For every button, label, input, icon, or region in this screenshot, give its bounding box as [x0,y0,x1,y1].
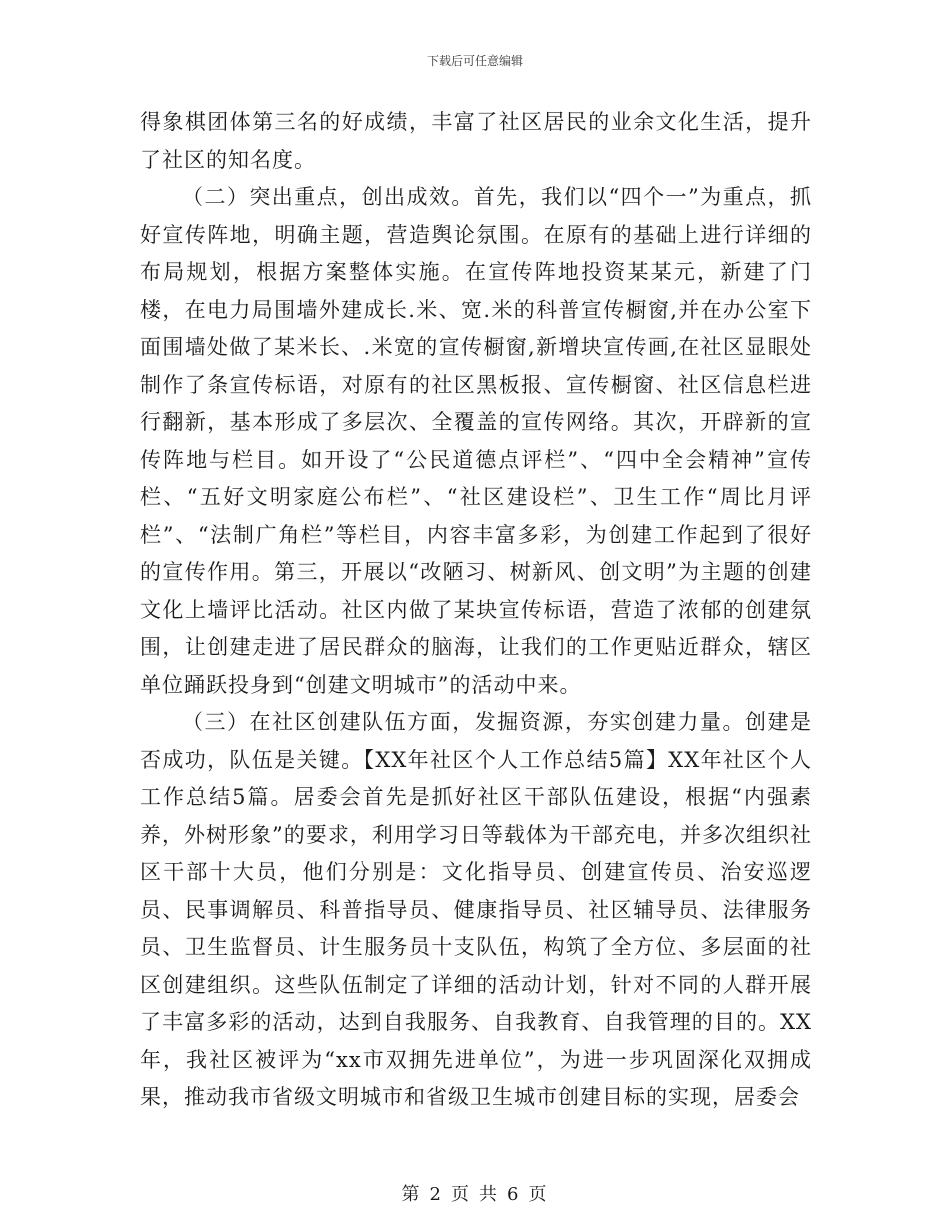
paragraph-continued: 得象棋团体第三名的好成绩，丰富了社区居民的业余文化生活，提升了社区的知名度。 [140,110,812,172]
footer-prefix: 第 [401,1184,422,1205]
paragraph-section-3: （三）在社区创建队伍方面，发掘资源，夯实创建力量。创建是否成功，队伍是关键。【XX年社区个人工作总结5篇】XX年社区个人工作总结5篇。居委会首先是抓好社区干部队伍建设，根据“内强素养，外树形象”的要求，利用学习日等载体为干部充电，并多次组织社区干部十大员，他们分别是：文化指导员、创建宣传员、治安巡逻员、民事调解员、科普指导员、健康指导员、社区辅导员、法律服务员、卫生监督员、计生服务员十支队伍，构筑了全方位、多层面的社区创建组织。这些队伍制定了详细的活动计划，针对不同的人群开展了丰富多彩的活动，达到自我服务、自我教育、自我管理的目的。XX年，我社区被评为“xx市双拥先进单位”，为进一步巩固深化双拥成果，推动我市省级文明城市和省级卫生城市创建目标的实现，居委会 [140,710,812,1109]
footer-total-word: 共 [479,1184,499,1205]
paragraph-section-2: （二）突出重点，创出成效。首先，我们以“四个一”为重点，抓好宣传阵地，明确主题，营造舆论氛围。在原有的基础上进行详细的布局规划，根据方案整体实施。在宣传阵地投资某某元，新建了门楼，在电力局围墙外建成长.米、宽.米的科普宣传橱窗,并在办公室下面围墙处做了某米长、.米宽的宣传橱窗,新增块宣传画,在社区显眼处制作了条宣传标语，对原有的社区黑板报、宣传橱窗、社区信息栏进行翻新，基本形成了多层次、全覆盖的宣传网络。其次，开辟新的宣传阵地与栏目。如开设了“公民道德点评栏”、“四中全会精神”宣传栏、“五好文明家庭公布栏”、“社区建设栏”、卫生工作“周比月评栏”、“法制广角栏”等栏目，内容丰富多彩，为创建工作起到了很好的宣传作用。第三，开展以“改陋习、树新风、创文明”为主题的创建文化上墙评比活动。社区内做了某块宣传标语，营造了浓郁的创建氛围，让创建走进了居民群众的脑海，让我们的工作更贴近群众，辖区单位踊跃投身到“创建文明城市”的活动中来。 [140,185,812,697]
footer-page-word: 页 [451,1184,471,1205]
footer-total-pages: 6 [507,1184,521,1205]
document-body [140,104,812,1117]
footer-current-page: 2 [429,1184,443,1205]
page-header: 下载后可任意编辑 [426,54,523,68]
page-footer [0,1180,950,1206]
footer-suffix: 页 [528,1184,549,1205]
